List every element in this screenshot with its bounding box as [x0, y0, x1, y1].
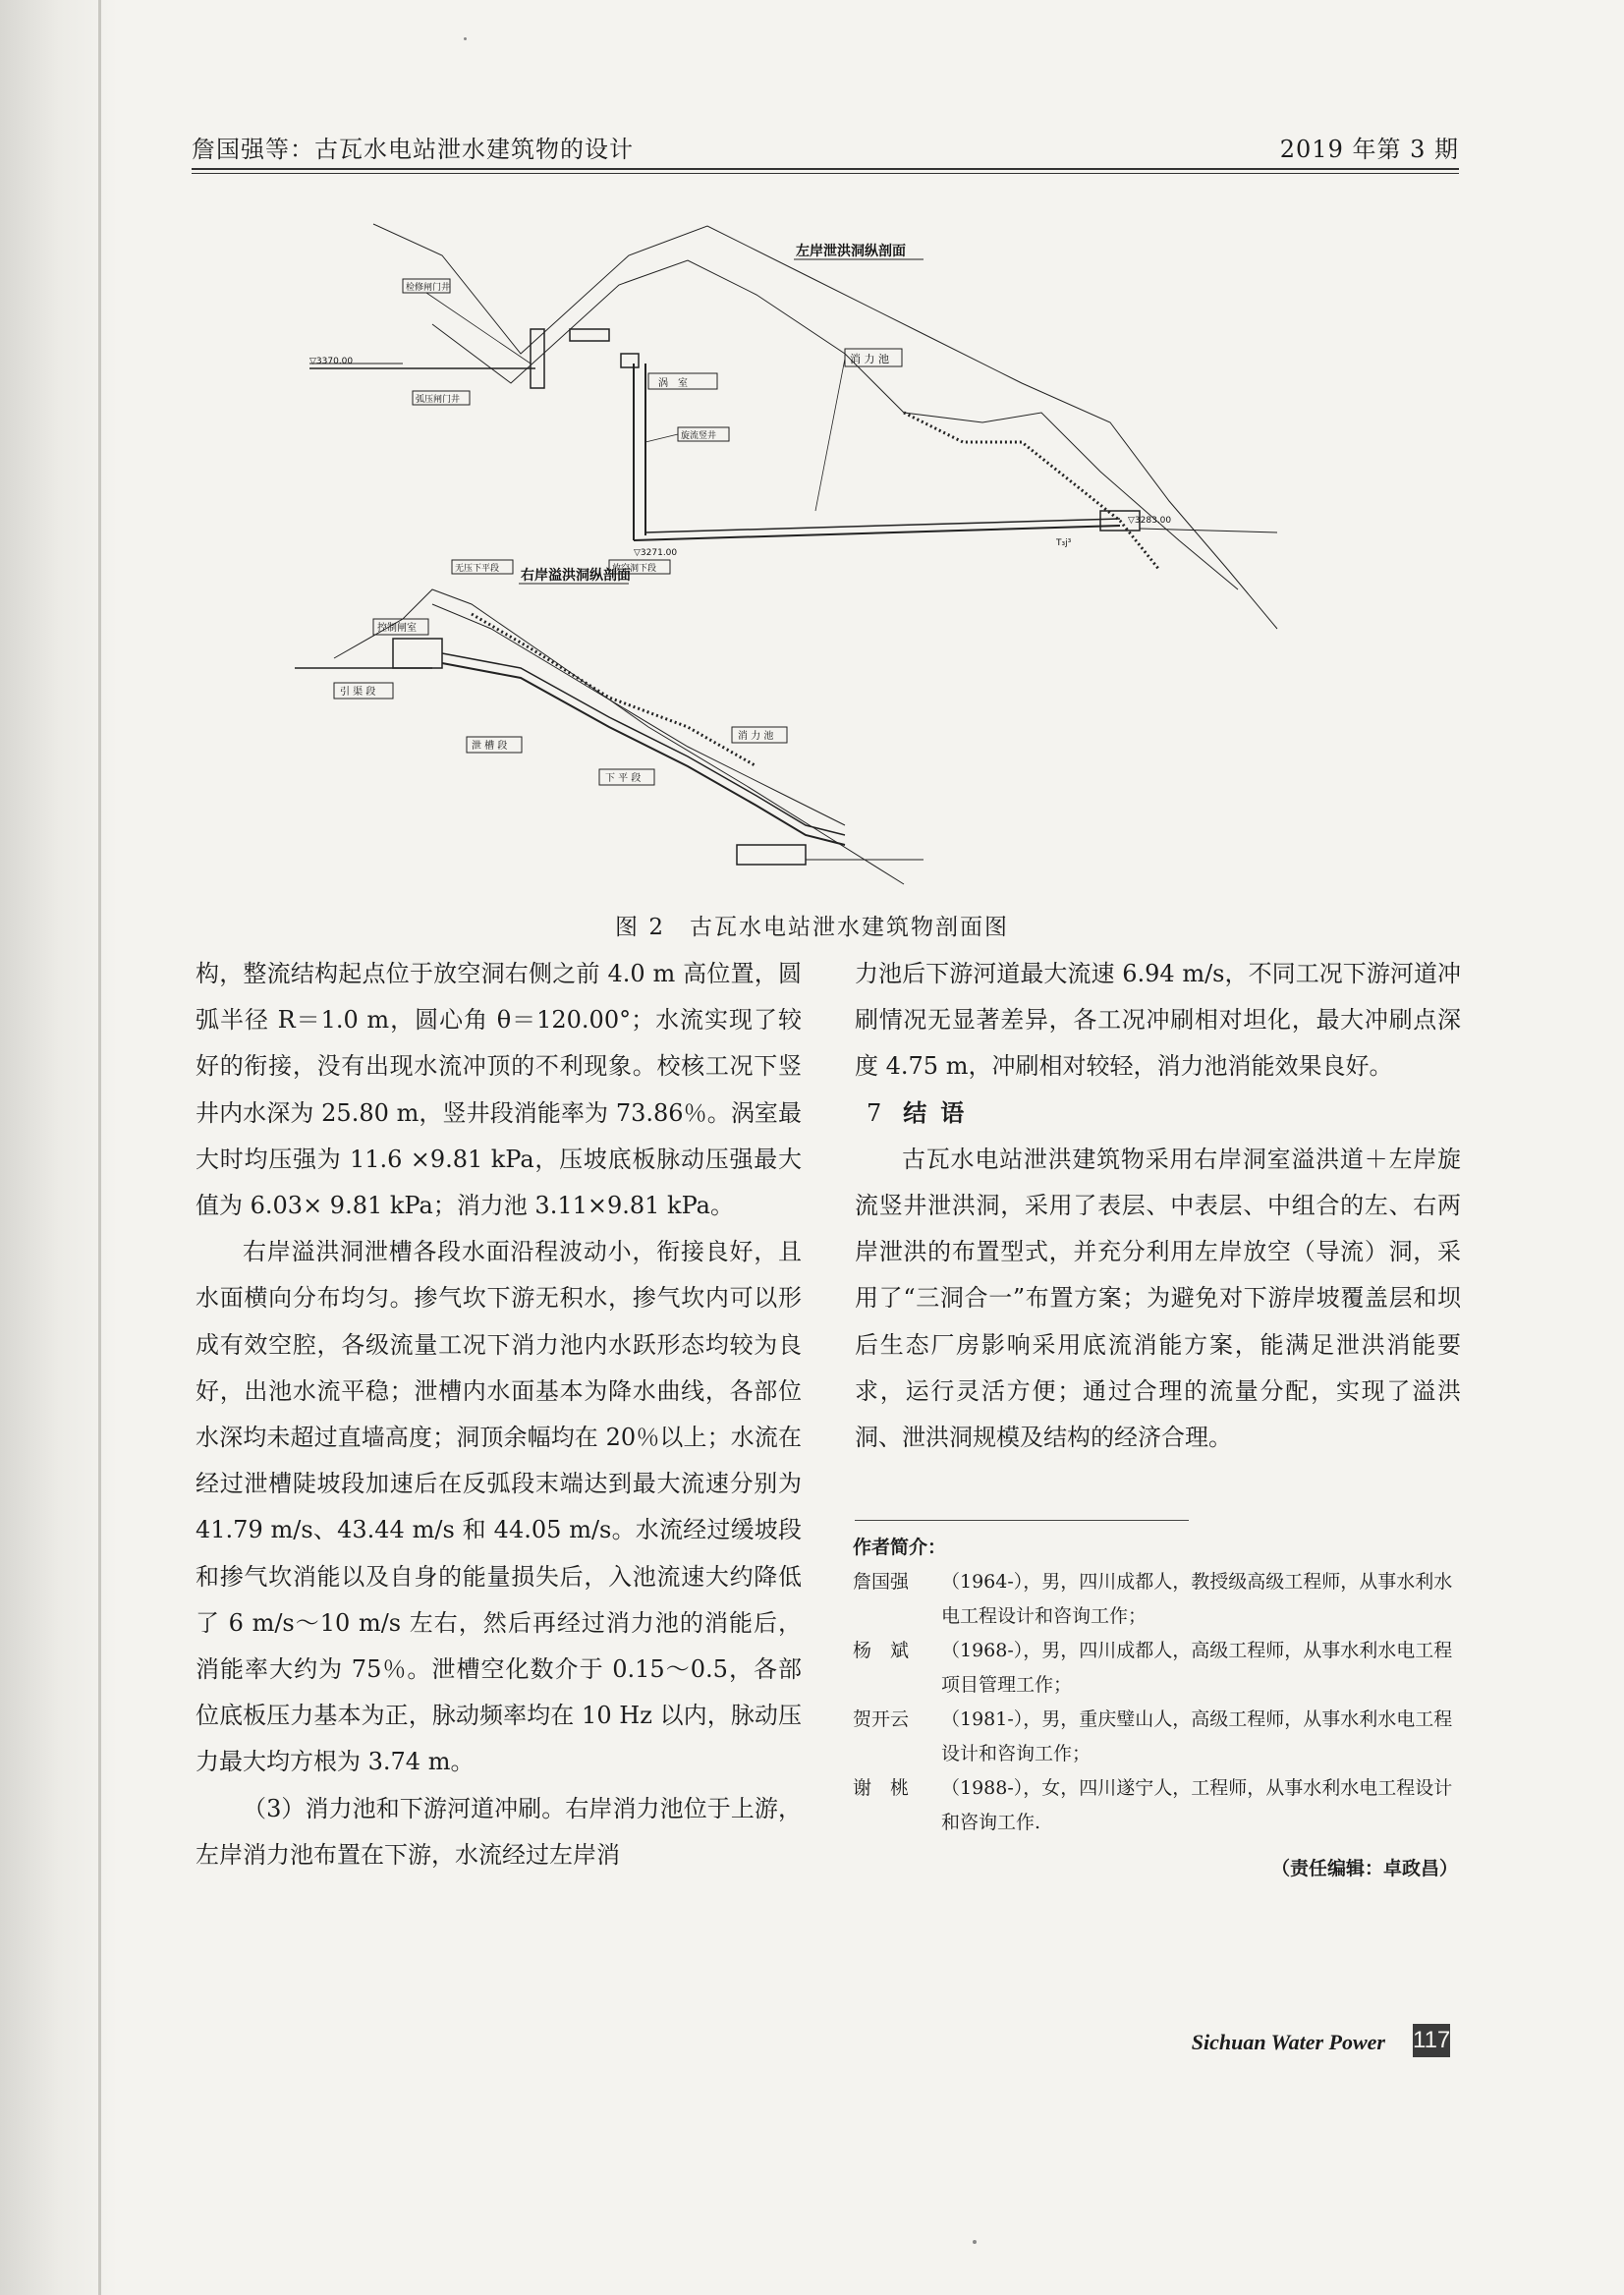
svg-text:下 平 段: 下 平 段	[605, 773, 642, 784]
svg-text:T₃j³: T₃j³	[1056, 538, 1072, 548]
terrain-line-upper	[373, 224, 1277, 629]
svg-text:旋流竖井: 旋流竖井	[681, 431, 717, 441]
svg-text:消 力 池: 消 力 池	[850, 353, 889, 365]
bottom-section-title: 右岸溢洪洞纵剖面	[521, 568, 631, 584]
journal-name: Sichuan Water Power	[1191, 2030, 1385, 2054]
svg-text:▽3370.00: ▽3370.00	[309, 357, 354, 366]
header-rule	[192, 168, 1459, 170]
author-desc: （1968-），男，四川成都人，高级工程师，从事水利水电工程项目管理工作；	[941, 1640, 1453, 1696]
left-paragraph-1: 构，整流结构起点位于放空洞右侧之前 4.0 m 高位置，圆弧半径 R＝1.0 m，圆心角 θ＝120.00°；水流实现了较好的衔接，没有出现水流冲顶的不利现象。校核工况下竖井内水深为 25.80 m，竖井段消能率为 73.86％。涡室最大时均压强为 11.6 ×9.81 kPa，压坡底板脉动压强最大值为 6.03× 9.81 kPa；消力池 3.11×9.81 kPa。	[196, 960, 802, 1220]
responsible-editor: （责任编辑：卓政昌）	[1270, 1858, 1458, 1879]
author-desc: （1988-），女，四川遂宁人，工程师，从事水利水电工程设计和咨询工作.	[941, 1777, 1453, 1833]
svg-text:引 渠 段: 引 渠 段	[340, 687, 376, 698]
author-desc: （1964-），男，四川成都人，教授级高级工程师，从事水利水电工程设计和咨询工作；	[941, 1571, 1453, 1627]
svg-text:放空洞下段: 放空洞下段	[612, 564, 657, 574]
author-entry	[853, 1771, 1464, 1840]
author-name: 谢 桃	[853, 1777, 910, 1799]
bottom-stilling-basin	[737, 845, 806, 865]
header-issue: 2019 年第 3 期	[1279, 136, 1459, 163]
author-bio-title: 作者简介：	[853, 1537, 947, 1558]
header-rule-thin	[192, 173, 1459, 174]
right-paragraph-1: 力池后下游河道最大流速 6.94 m/s，不同工况下游河道冲刷情况无显著差异，各工况冲刷相对坦化，最大冲刷点深度 4.75 m，冲刷相对较轻，消力池消能效果良好。	[855, 960, 1461, 1081]
scan-speck	[973, 2240, 977, 2244]
control-gate-chamber	[393, 639, 442, 668]
svg-text:无压下平段: 无压下平段	[455, 564, 500, 574]
svg-text:检修闸门井: 检修闸门井	[406, 283, 451, 293]
chute-floor	[442, 663, 845, 845]
conclusion-heading	[855, 1091, 1461, 1137]
author-name: 詹国强	[853, 1571, 910, 1593]
author-entry	[853, 1565, 1464, 1634]
author-entry	[853, 1703, 1464, 1771]
running-header	[192, 118, 1459, 163]
terrain-bottom-2	[432, 604, 845, 825]
author-name: 贺开云	[853, 1708, 910, 1730]
svg-text:泄 槽 段: 泄 槽 段	[472, 741, 508, 752]
scan-speck	[464, 37, 467, 40]
svg-text:控制闸室: 控制闸室	[377, 623, 417, 634]
figure-caption: 图 2 古瓦水电站泄水建筑物剖面图	[615, 915, 1009, 940]
svg-text:▽3271.00: ▽3271.00	[634, 548, 678, 558]
vortex-chamber	[621, 354, 639, 367]
figure-drawing	[295, 216, 1336, 894]
header-article-title: 詹国强等：古瓦水电站泄水建筑物的设计	[192, 136, 634, 163]
right-paragraph-2: 古瓦水电站泄洪建筑物采用右岸洞室溢洪道＋左岸旋流竖井泄洪洞，采用了表层、中表层、中组合的左、右两岸泄洪的布置型式，并充分利用左岸放空（导流）洞，采用了“三洞合一”布置方案；为避免对下游岸坡覆盖层和坝后生态厂房影响采用底流消能方案，能满足泄洪消能要求，运行灵活方便；通过合理的流量分配，实现了溢洪洞、泄洪洞规模及结构的经济合理。	[855, 1145, 1461, 1452]
left-paragraph-2: 右岸溢洪洞泄槽各段水面沿程波动小，衔接良好，且水面横向分布均匀。掺气坎下游无积水，掺气坎内可以形成有效空腔，各级流量工况下消力池内水跃形态均较为良好，出池水流平稳；泄槽内水面基本为降水曲线，各部位水深均未超过直墙高度；洞顶余幅均在 20％以上；水流在经过泄槽陡坡段加速后在反弧段末端达到最大流速分别为 41.79 m/s、43.44 m/s 和 44.05 m/s。水流经过缓坡段和掺气坎消能以及自身的能量损失后，入池流速大约降低了 6 m/s～10 m/s 左右，然后再经过消力池的消能后，消能率大约为 75％。泄槽空化数介于 0.15～0.5，各部位底板压力基本为正，脉动频率均在 10 Hz 以内，脉动压力最大均方根为 3.74 m。	[196, 1238, 802, 1776]
author-name: 杨 斌	[853, 1640, 910, 1661]
top-section-title: 左岸泄洪洞纵剖面	[796, 244, 906, 259]
lower-tunnel-bottom	[634, 526, 1120, 540]
author-bio	[853, 1531, 1464, 1886]
section-title: 结语	[903, 1098, 979, 1127]
page-number: 117	[1413, 2024, 1450, 2057]
cross-section-figure	[295, 216, 1336, 894]
terrain-bottom-1	[334, 589, 904, 884]
section-number: 7	[867, 1098, 882, 1127]
author-entry	[853, 1634, 1464, 1703]
svg-text:涡 室: 涡 室	[658, 378, 688, 389]
author-bio-rule	[855, 1520, 1189, 1521]
right-column	[855, 951, 1461, 1461]
svg-text:▽3283.00: ▽3283.00	[1128, 516, 1172, 526]
left-column	[196, 951, 802, 1878]
terrain-line-lower	[432, 260, 1238, 589]
lower-tunnel-top	[645, 519, 1120, 532]
svg-text:消 力 池: 消 力 池	[738, 731, 774, 742]
author-desc: （1981-），男，重庆璧山人，高级工程师，从事水利水电工程设计和咨询工作；	[941, 1708, 1453, 1764]
svg-text:弧压闸门井: 弧压闸门井	[416, 395, 461, 405]
left-paragraph-3: （3）消力池和下游河道冲刷。右岸消力池位于上游，左岸消力池布置在下游，水流经过左岸消	[196, 1794, 802, 1869]
binding-line	[98, 0, 101, 2295]
